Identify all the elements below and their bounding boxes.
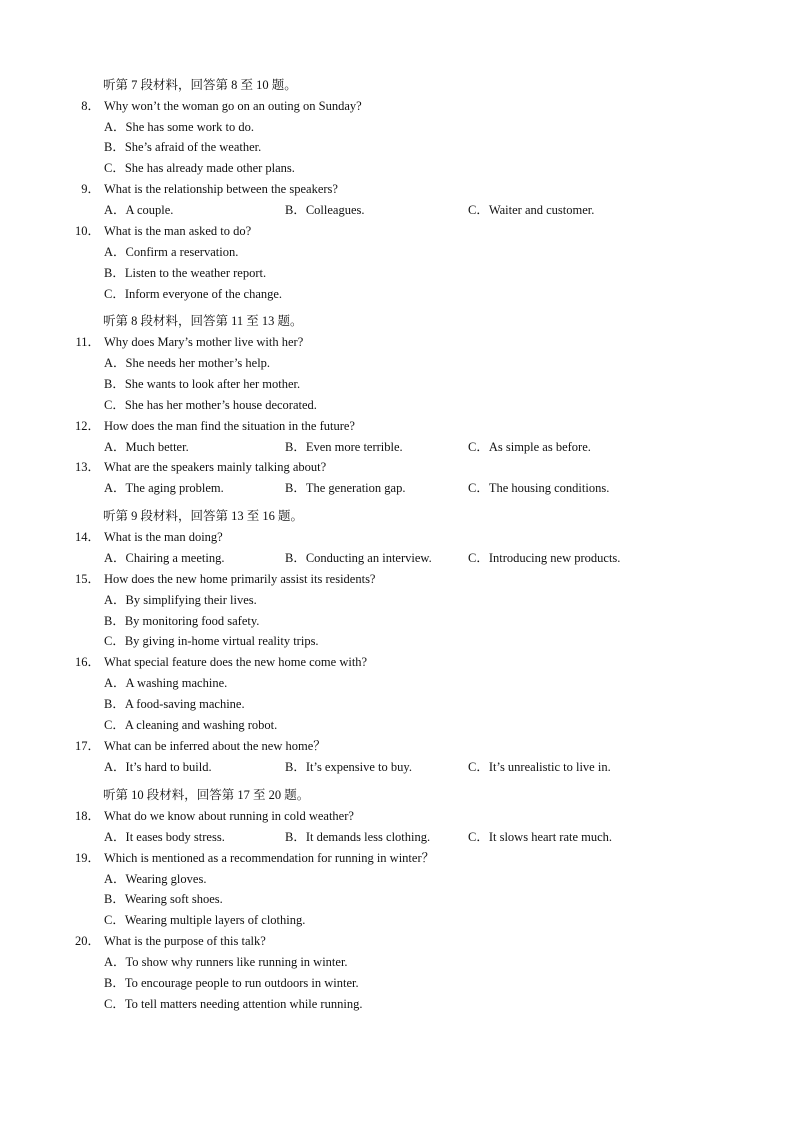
answer-option: A．She needs her mother’s help. [104, 356, 271, 370]
answer-option: A．It eases body stress. [104, 830, 225, 844]
question-number: 13． [74, 460, 100, 474]
question-number: 20． [74, 934, 100, 948]
answer-option: B．It’s expensive to buy. [285, 760, 412, 774]
answer-option: C．It’s unrealistic to live in. [468, 760, 611, 774]
question-text: What is the man asked to do? [104, 224, 252, 238]
answer-option: B．Listen to the weather report. [104, 266, 267, 280]
answer-option: B．It demands less clothing. [285, 830, 431, 844]
question-text: Which is mentioned as a recommendation for running in winter？ [104, 851, 435, 865]
answer-option: C．A cleaning and washing robot. [104, 718, 278, 732]
answer-option: C．As simple as before. [468, 440, 591, 454]
answer-option: C．By giving in-home virtual reality trips. [104, 634, 319, 648]
answer-option: B．She wants to look after her mother. [104, 377, 301, 391]
answer-option: B．The generation gap. [285, 481, 406, 495]
section-header: 听第 7 段材料，回答第 8 至 10 题。 [103, 78, 297, 92]
answer-option: A．Chairing a meeting. [104, 551, 225, 565]
answer-option: C．It slows heart rate much. [468, 830, 613, 844]
answer-option: B．By monitoring food safety. [104, 614, 260, 628]
answer-option: A．A couple. [104, 203, 174, 217]
section-header: 听第 8 段材料，回答第 11 至 13 题。 [103, 314, 303, 328]
question-text: How does the man find the situation in the future? [104, 419, 355, 433]
question-text: Why won’t the woman go on an outing on Sunday? [104, 99, 362, 113]
question-number: 8． [81, 99, 100, 113]
question-number: 9． [81, 182, 100, 196]
answer-option: A．Confirm a reservation. [104, 245, 239, 259]
answer-option: B．She’s afraid of the weather. [104, 140, 262, 154]
answer-option: A．Much better. [104, 440, 189, 454]
answer-option: B．A food-saving machine. [104, 697, 245, 711]
question-number: 18． [74, 809, 100, 823]
question-text: What can be inferred about the new home？ [104, 739, 326, 753]
answer-option: C．She has already made other plans. [104, 161, 295, 175]
question-text: What are the speakers mainly talking about? [104, 460, 327, 474]
answer-option: A．By simplifying their lives. [104, 593, 257, 607]
question-text: What special feature does the new home come with? [104, 655, 368, 669]
question-text: What do we know about running in cold weather? [104, 809, 354, 823]
question-text: How does the new home primarily assist its residents? [104, 572, 376, 586]
answer-option: C．Introducing new products. [468, 551, 621, 565]
answer-option: B．Colleagues. [285, 203, 365, 217]
answer-option: C．The housing conditions. [468, 481, 610, 495]
question-text: What is the relationship between the speakers? [104, 182, 338, 196]
question-number: 17． [74, 739, 100, 753]
answer-option: A．It’s hard to build. [104, 760, 212, 774]
answer-option: A．Wearing gloves. [104, 872, 207, 886]
answer-option: C．She has her mother’s house decorated. [104, 398, 317, 412]
answer-option: C．Wearing multiple layers of clothing. [104, 913, 306, 927]
answer-option: A．A washing machine. [104, 676, 228, 690]
answer-option: C．To tell matters needing attention while running. [104, 997, 363, 1011]
question-number: 10． [74, 224, 100, 238]
question-text: What is the man doing? [104, 530, 223, 544]
question-text: What is the purpose of this talk? [104, 934, 266, 948]
section-header: 听第 10 段材料，回答第 17 至 20 题。 [103, 788, 310, 802]
answer-option: B．Conducting an interview. [285, 551, 432, 565]
answer-option: C．Inform everyone of the change. [104, 287, 283, 301]
question-number: 16． [74, 655, 100, 669]
answer-option: B．Even more terrible. [285, 440, 403, 454]
question-number: 15． [74, 572, 100, 586]
answer-option: A．The aging problem. [104, 481, 224, 495]
answer-option: A．She has some work to do. [104, 120, 254, 134]
question-number: 14． [74, 530, 100, 544]
question-number: 11． [75, 335, 100, 349]
question-number: 19． [74, 851, 100, 865]
answer-option: C．Waiter and customer. [468, 203, 595, 217]
question-text: Why does Mary’s mother live with her? [104, 335, 304, 349]
question-number: 12． [74, 419, 100, 433]
answer-option: B．Wearing soft shoes. [104, 892, 223, 906]
section-header: 听第 9 段材料，回答第 13 至 16 题。 [103, 509, 304, 523]
answer-option: B．To encourage people to run outdoors in winter. [104, 976, 359, 990]
answer-option: A．To show why runners like running in winter. [104, 955, 348, 969]
